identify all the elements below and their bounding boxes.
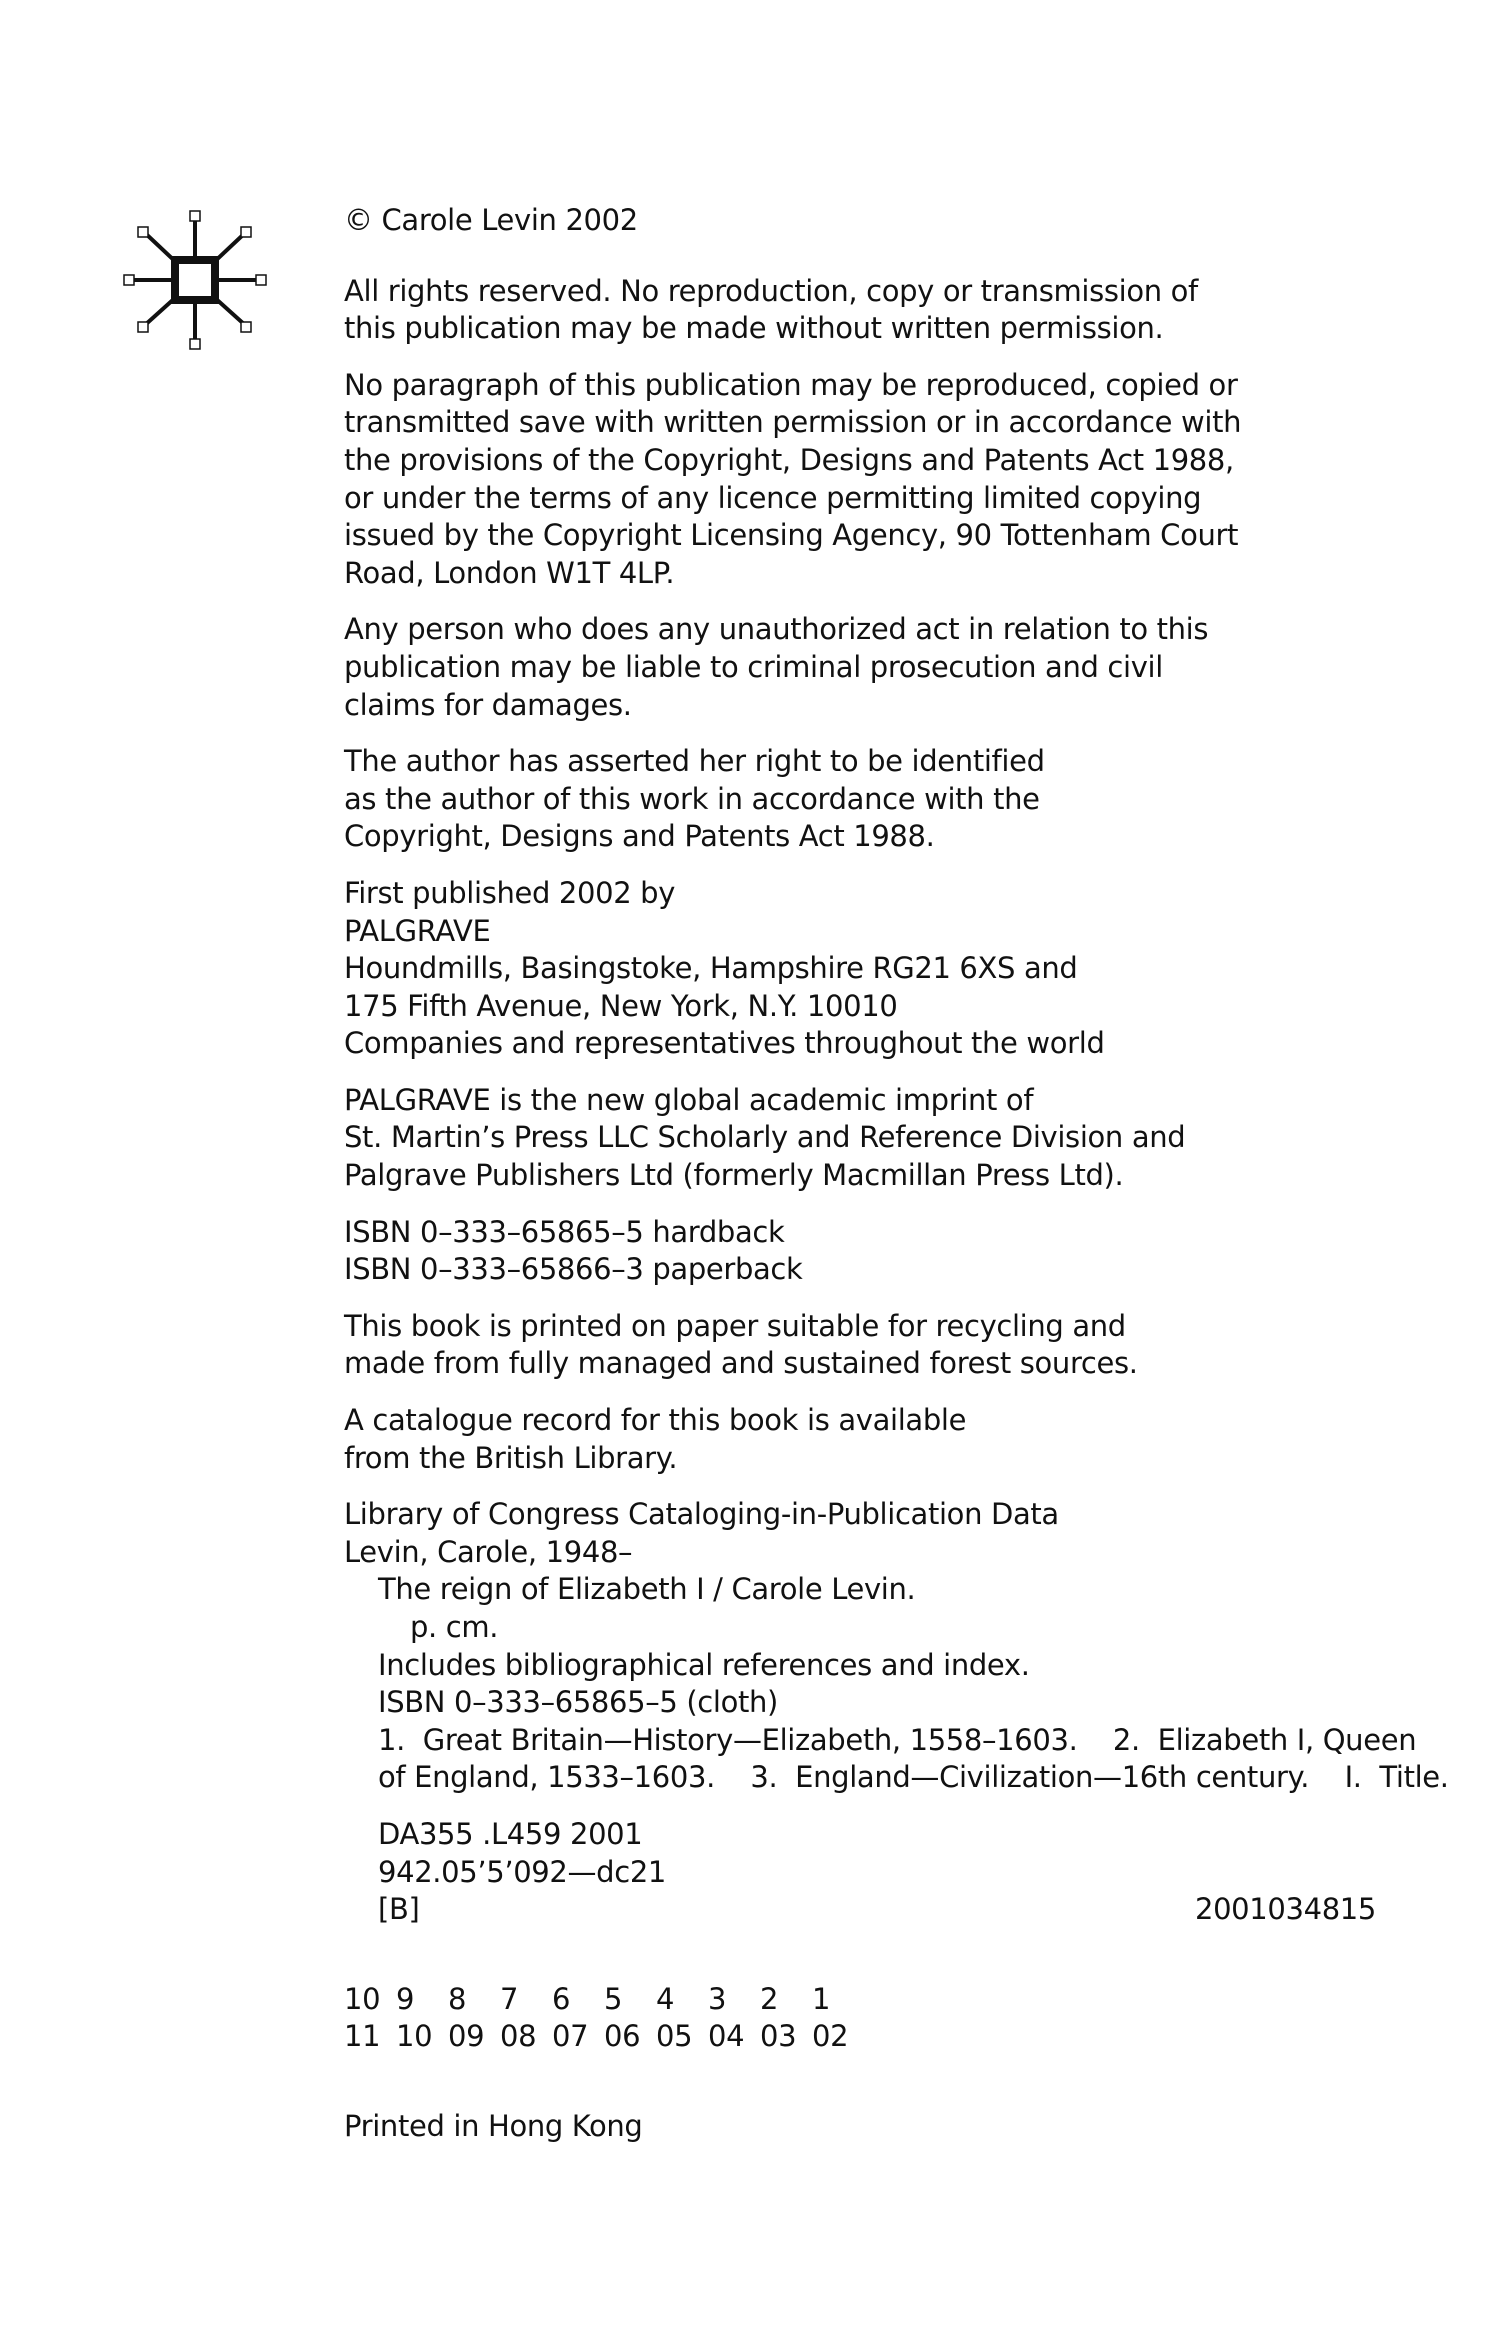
reproduction-paragraph — [344, 367, 1384, 593]
cip-title: The reign of Elizabeth I / Carole Levin. — [378, 1572, 916, 1607]
cip-subjects-1: 1. Great Britain—History—Elizabeth, 1558–1603. 2. Elizabeth I, Queen — [378, 1722, 1417, 1757]
reproduction-line-1: No paragraph of this publication may be reproduced, copied or — [344, 367, 1238, 402]
catalogue-line-1: A catalogue record for this book is available — [344, 1403, 967, 1438]
printing-number: 4 — [656, 1981, 675, 2016]
cip-author: Levin, Carole, 1948– — [344, 1534, 633, 1569]
cip-bracket: [B] — [378, 1892, 420, 1927]
printed-in: Printed in Hong Kong — [344, 2108, 643, 2143]
publisher-line-5: Companies and representatives throughout the world — [344, 1026, 1105, 1061]
printing-number: 9 — [396, 1981, 415, 2016]
reproduction-line-5: issued by the Copyright Licensing Agency, 90 Tottenham Court — [344, 518, 1239, 553]
imprint-line-1: PALGRAVE is the new global academic imprint of — [344, 1082, 1034, 1117]
publisher-line-3: Houndmills, Basingstoke, Hampshire RG21 6XS and — [344, 951, 1078, 986]
printing-history — [344, 1981, 1384, 2056]
printing-number: 5 — [604, 1981, 623, 2016]
publisher-paragraph — [344, 875, 1384, 1063]
cip-data — [344, 1496, 1449, 1929]
year-number: 05 — [656, 2019, 693, 2054]
cip-classification: DA355 .L459 2001 — [378, 1816, 643, 1851]
rights-line-1: All rights reserved. No reproduction, copy or transmission of — [344, 273, 1198, 308]
year-number: 08 — [500, 2019, 537, 2054]
cip-isbn: ISBN 0–333–65865–5 (cloth) — [378, 1685, 779, 1720]
liability-line-1: Any person who does any unauthorized act in relation to this — [344, 612, 1209, 647]
catalogue-line-2: from the British Library. — [344, 1440, 678, 1475]
year-number: 04 — [708, 2019, 745, 2054]
liability-paragraph — [344, 611, 1384, 724]
printing-number: 7 — [500, 1981, 519, 2016]
printing-number: 6 — [552, 1981, 571, 2016]
imprint-paragraph — [344, 1082, 1384, 1195]
paper-paragraph — [344, 1308, 1384, 1383]
publisher-line-2: PALGRAVE — [344, 913, 491, 948]
author-rights-line-1: The author has asserted her right to be identified — [344, 744, 1045, 779]
imprint-line-3: Palgrave Publishers Ltd (formerly Macmillan Press Ltd). — [344, 1158, 1124, 1193]
isbn-paragraph — [344, 1214, 1384, 1289]
year-number: 03 — [760, 2019, 797, 2054]
author-rights-line-2: as the author of this work in accordance with the — [344, 781, 1040, 816]
paper-line-1: This book is printed on paper suitable for recycling and — [344, 1308, 1126, 1343]
reproduction-line-4: or under the terms of any licence permitting limited copying — [344, 480, 1202, 515]
cip-dewey: 942.05’5’092—dc21 — [378, 1854, 667, 1889]
imprint-line-2: St. Martin’s Press LLC Scholarly and Reference Division and — [344, 1120, 1186, 1155]
rights-paragraph — [344, 273, 1384, 348]
year-numbers-row — [344, 2018, 1384, 2056]
author-rights-line-3: Copyright, Designs and Patents Act 1988. — [344, 819, 935, 854]
cip-heading: Library of Congress Cataloging-in-Publication Data — [344, 1497, 1059, 1532]
printing-number: 8 — [448, 1981, 467, 2016]
printing-number: 1 — [812, 1981, 831, 2016]
copyright-text: © Carole Levin 2002 — [344, 203, 638, 237]
cip-subjects-2: of England, 1533–1603. 3. England—Civilization—16th century. I. Title. — [378, 1760, 1449, 1795]
author-rights-paragraph — [344, 743, 1384, 856]
printed-in-paragraph — [344, 2108, 1384, 2146]
paper-line-2: made from fully managed and sustained forest sources. — [344, 1346, 1138, 1381]
printing-number: 10 — [344, 1981, 381, 2016]
liability-line-3: claims for damages. — [344, 687, 632, 722]
cip-bottom-row — [344, 1891, 1376, 1929]
year-number: 06 — [604, 2019, 641, 2054]
year-number: 10 — [396, 2019, 433, 2054]
rights-line-2: this publication may be made without written permission. — [344, 311, 1164, 346]
copyright-page — [344, 202, 1449, 2165]
liability-line-2: publication may be liable to criminal prosecution and civil — [344, 649, 1163, 684]
year-number: 02 — [812, 2019, 849, 2054]
publisher-line-1: First published 2002 by — [344, 875, 676, 910]
year-number: 11 — [344, 2019, 381, 2054]
printing-number: 2 — [760, 1981, 779, 2016]
isbn-paperback: ISBN 0–333–65866–3 paperback — [344, 1252, 803, 1287]
printing-numbers-row — [344, 1981, 1384, 2019]
reproduction-line-3: the provisions of the Copyright, Designs and Patents Act 1988, — [344, 442, 1234, 477]
printing-number: 3 — [708, 1981, 727, 2016]
isbn-hardback: ISBN 0–333–65865–5 hardback — [344, 1214, 785, 1249]
cip-lccn: 2001034815 — [1194, 1892, 1376, 1927]
publisher-line-4: 175 Fifth Avenue, New York, N.Y. 10010 — [344, 988, 898, 1023]
catalogue-paragraph — [344, 1402, 1384, 1477]
publisher-logo-icon — [120, 205, 270, 355]
cip-includes: Includes bibliographical references and index. — [378, 1647, 1030, 1682]
reproduction-line-6: Road, London W1T 4LP. — [344, 555, 675, 590]
year-number: 07 — [552, 2019, 589, 2054]
year-number: 09 — [448, 2019, 485, 2054]
cip-pages: p. cm. — [410, 1610, 499, 1644]
copyright-line — [344, 202, 1384, 240]
reproduction-line-2: transmitted save with written permission or in accordance with — [344, 405, 1242, 440]
